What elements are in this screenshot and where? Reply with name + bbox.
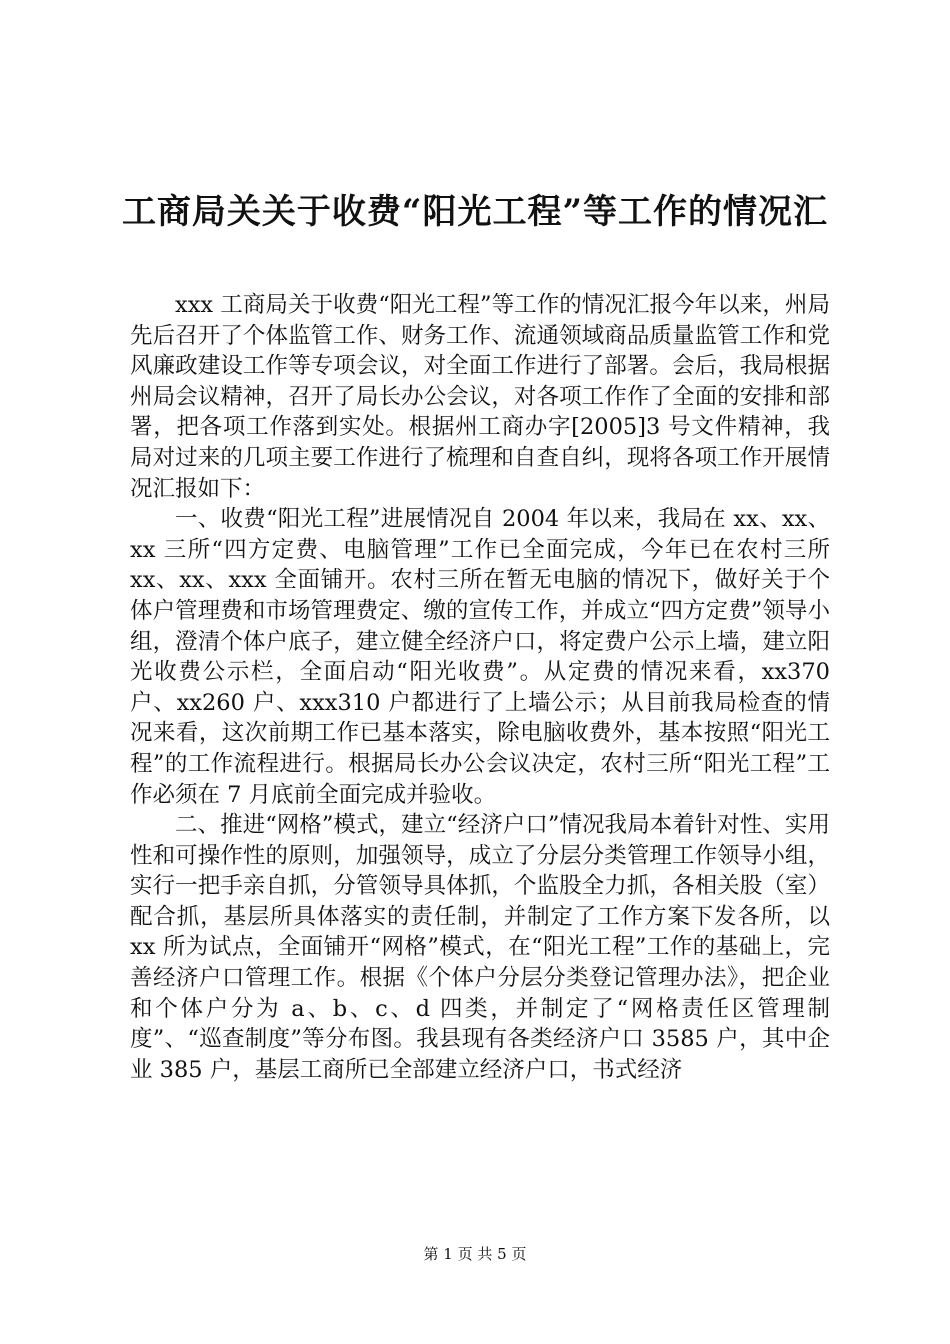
document-body [130,290,830,1085]
paragraph-section-2: 二、推进“网格”模式，建立“经济户口”情况我局本着针对性、实用性和可操作性的原则，加强领导，成立了分层分类管理工作领导小组，实行一把手亲自抓，分管领导具体抓，个监股全力抓，各相关股（室）配合抓，基层所具体落实的责任制，并制定了工作方案下发各所，以 xx 所为试点，全面铺开“网格”模式，在“阳光工程”工作的基础上，完善经济户口管理工作。根据《个体户分层分类登记管理办法》，把企业和个体户分为 a、b、c、d 四类，并制定了“网格责任区管理制度”、“巡查制度”等分布图。我县现有各类经济户口 3585 户，其中企业 385 户，基层工商所已全部建立经济户口，书式经济 [130,812,830,1083]
page-footer: 第 1 页 共 5 页 [423,1245,527,1263]
paragraph-intro: xxx 工商局关于收费“阳光工程”等工作的情况汇报今年以来，州局先后召开了个体监管工作、财务工作、流通领域商品质量监管工作和党风廉政建设工作等专项会议，对全面工作进行了部署。会后，我局根据州局会议精神，召开了局长办公会议，对各项工作作了全面的安排和部署，把各项工作落到实处。根据州工商办字[2005]3 号文件精神，我局对过来的几项主要工作进行了梳理和自查自纠，现将各项工作开展情况汇报如下： [130,292,830,502]
document-title: 工商局关关于收费“阳光工程”等工作的情况汇 [121,191,829,232]
paragraph-section-1: 一、收费“阳光工程”进展情况自 2004 年以来，我局在 xx、xx、xx 三所“四方定费、电脑管理”工作已全面完成，今年已在农村三所 xx、xx、xxx 全面铺开。农村三所在暂无电脑的情况下，做好关于个体户管理费和市场管理费定、缴的宣传工作，并成立“四方定费”领导小组，澄清个体户底子，建立健全经济户口，将定费户公示上墙，建立阳光收费公示栏，全面启动“阳光收费”。从定费的情况来看，xx370 户、xx260 户、xxx310 户都进行了上墙公示；从目前我局检查的情况来看，这次前期工作已基本落实，除电脑收费外，基本按照“阳光工程”的工作流程进行。根据局长办公会议决定，农村三所“阳光工程”工作必须在 7 月底前全面完成并验收。 [130,506,830,808]
